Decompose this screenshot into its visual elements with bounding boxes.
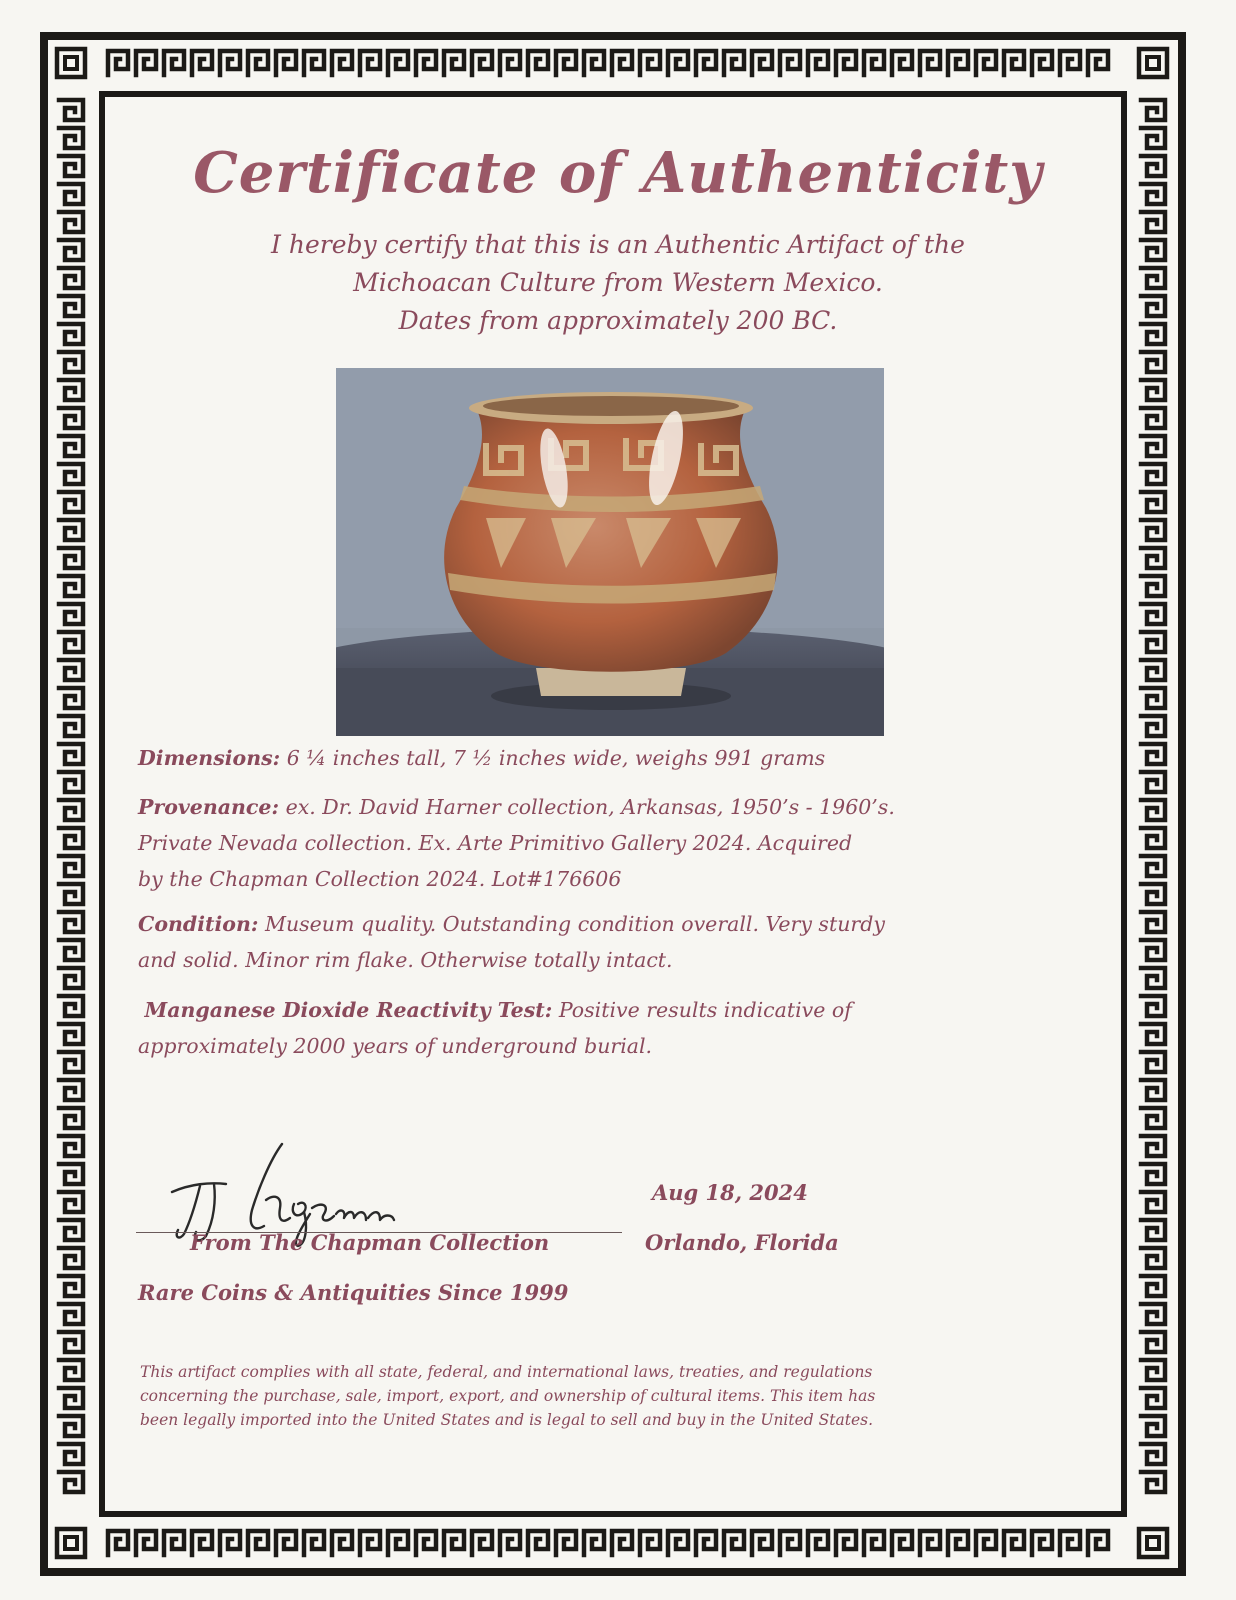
certification-statement	[118, 226, 1118, 340]
dimensions-section	[138, 740, 1098, 776]
disclaimer-line-2: concerning the purchase, sale, import, export, and ownership of cultural items. This item has	[140, 1387, 876, 1405]
manganese-label: Manganese Dioxide Reactivity Test:	[144, 998, 553, 1022]
manganese-line-2: approximately 2000 years of underground burial.	[138, 1034, 653, 1058]
certificate-title: Certificate of Authenticity	[193, 140, 1043, 206]
intro-line-2: Michoacan Culture from Western Mexico.	[353, 268, 883, 297]
artifact-photo	[336, 368, 884, 736]
legal-disclaimer	[140, 1360, 1100, 1432]
intro-line-1: I hereby certify that this is an Authentic Artifact of the	[271, 230, 965, 259]
signature-location: Orlando, Florida	[645, 1230, 839, 1255]
signature-date: Aug 18, 2024	[652, 1180, 808, 1205]
company-tagline: Rare Coins & Antiquities Since 1999	[138, 1280, 569, 1305]
dimensions-label: Dimensions:	[138, 746, 281, 770]
provenance-line-1: ex. Dr. David Harner collection, Arkansas, 1950’s - 1960’s.	[285, 795, 895, 819]
manganese-line-1: Positive results indicative of	[558, 998, 852, 1022]
provenance-line-3: by the Chapman Collection 2024. Lot#176606	[138, 867, 622, 891]
provenance-line-2: Private Nevada collection. Ex. Arte Primitivo Gallery 2024. Acquired	[138, 831, 853, 855]
condition-line-2: and solid. Minor rim flake. Otherwise totally intact.	[138, 948, 673, 972]
disclaimer-line-3: been legally imported into the United States and is legal to sell and buy in the United States.	[140, 1411, 874, 1429]
signature-caption: From The Chapman Collection	[190, 1230, 550, 1255]
intro-line-3: Dates from approximately 200 BC.	[398, 306, 838, 335]
provenance-label: Provenance:	[138, 795, 280, 819]
manganese-test-section	[138, 992, 1098, 1064]
condition-label: Condition:	[138, 912, 259, 936]
dimensions-value: 6 ¼ inches tall, 7 ½ inches wide, weighs 991 grams	[286, 746, 826, 770]
disclaimer-line-1: This artifact complies with all state, federal, and international laws, treaties, and regulations	[140, 1363, 873, 1381]
condition-line-1: Museum quality. Outstanding condition overall. Very sturdy	[264, 912, 885, 936]
condition-section	[138, 906, 1098, 978]
provenance-section	[138, 789, 1098, 897]
